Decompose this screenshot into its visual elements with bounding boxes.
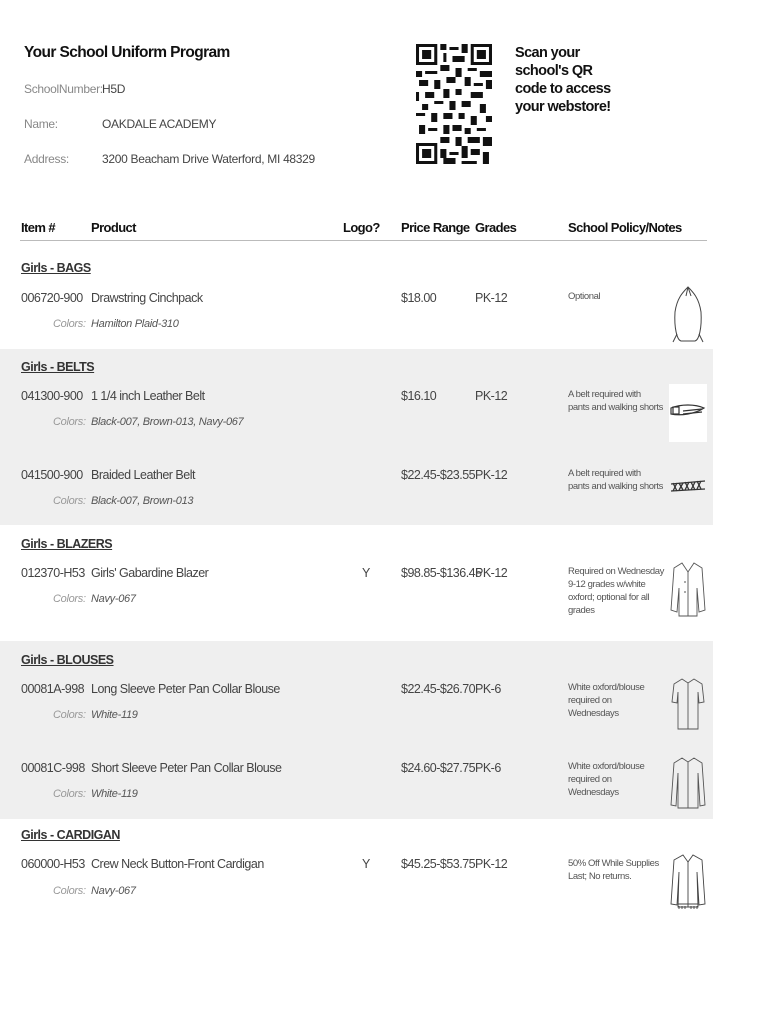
grades: PK-12: [475, 389, 508, 403]
name-value: OAKDALE ACADEMY: [102, 117, 217, 131]
logo-flag: Y: [362, 857, 370, 871]
colors-label: Colors:: [53, 495, 86, 507]
item-number: 012370-H53: [21, 566, 85, 580]
blazer-icon: [669, 560, 707, 618]
grades: PK-12: [475, 291, 508, 305]
colors-label: Colors:: [53, 885, 86, 897]
col-price: Price Range: [401, 220, 470, 235]
price-range: $24.60-$27.75: [401, 761, 476, 775]
price-range: $18.00: [401, 291, 437, 305]
braided-belt-icon: [669, 467, 707, 507]
item-number: 00081C-998: [21, 761, 85, 775]
price-range: $22.45-$23.55: [401, 468, 476, 482]
product-name: Crew Neck Button-Front Cardigan: [91, 857, 264, 871]
page-title: Your School Uniform Program: [24, 44, 230, 61]
policy-note: Optional: [568, 291, 601, 302]
category-heading: Girls - BAGS: [21, 261, 91, 275]
category-heading: Girls - BLOUSES: [21, 653, 114, 667]
qr-code-icon[interactable]: [416, 44, 492, 164]
header-divider: [20, 240, 707, 241]
colors-value: Navy-067: [91, 593, 136, 605]
colors-value: Black-007, Brown-013: [91, 495, 194, 507]
product-name: Girls' Gabardine Blazer: [91, 566, 209, 580]
colors-value: Navy-067: [91, 885, 136, 897]
address-label: Address:: [24, 152, 69, 166]
col-product: Product: [91, 220, 136, 235]
leather-belt-icon: [669, 384, 707, 442]
category-heading: Girls - BLAZERS: [21, 537, 113, 551]
item-number: 006720-900: [21, 291, 83, 305]
price-range: $98.85-$136.45: [401, 566, 482, 580]
colors-value: Black-007, Brown-013, Navy-067: [91, 416, 244, 428]
logo-flag: Y: [362, 566, 370, 580]
product-name: 1 1/4 inch Leather Belt: [91, 389, 205, 403]
category-heading: Girls - BELTS: [21, 360, 95, 374]
col-item: Item #: [21, 220, 55, 235]
category-heading: Girls - CARDIGAN: [21, 828, 120, 842]
item-number: 00081A-998: [21, 682, 85, 696]
blouse-icon: [669, 676, 707, 732]
policy-note: Required on Wednesday 9-12 grades w/white oxford; optional for all grades: [568, 566, 664, 616]
grades: PK-12: [475, 566, 508, 580]
school-number-label: SchoolNumber:: [24, 82, 103, 96]
product-name: Short Sleeve Peter Pan Collar Blouse: [91, 761, 282, 775]
cardigan-icon: [669, 852, 707, 910]
school-number-value: H5D: [102, 82, 126, 96]
product-name: Braided Leather Belt: [91, 468, 195, 482]
cinchpack-icon: [669, 284, 707, 344]
blouse-icon: [669, 755, 707, 811]
price-range: $22.45-$26.70: [401, 682, 476, 696]
grades: PK-12: [475, 857, 508, 871]
colors-value: Hamilton Plaid-310: [91, 318, 179, 330]
policy-note: White oxford/blouse required on Wednesdays: [568, 682, 645, 719]
col-grades: Grades: [475, 220, 517, 235]
colors-label: Colors:: [53, 318, 86, 330]
item-number: 041500-900: [21, 468, 83, 482]
colors-label: Colors:: [53, 709, 86, 721]
policy-note: A belt required with pants and walking shorts: [568, 389, 663, 413]
col-notes: School Policy/Notes: [568, 220, 682, 235]
policy-note: 50% Off While Supplies Last; No returns.: [568, 858, 659, 882]
qr-caption: Scan your school's QR code to access your webstore!: [515, 45, 611, 115]
colors-value: White-119: [91, 709, 138, 721]
address-value: 3200 Beacham Drive Waterford, MI 48329: [102, 152, 315, 166]
grades: PK-6: [475, 761, 501, 775]
grades: PK-6: [475, 682, 501, 696]
item-number: 041300-900: [21, 389, 83, 403]
price-range: $45.25-$53.75: [401, 857, 476, 871]
colors-label: Colors:: [53, 788, 86, 800]
col-logo: Logo?: [343, 220, 380, 235]
colors-label: Colors:: [53, 416, 86, 428]
policy-note: White oxford/blouse required on Wednesdays: [568, 761, 645, 798]
product-name: Drawstring Cinchpack: [91, 291, 203, 305]
policy-note: A belt required with pants and walking shorts: [568, 468, 663, 492]
product-name: Long Sleeve Peter Pan Collar Blouse: [91, 682, 280, 696]
grades: PK-12: [475, 468, 508, 482]
colors-value: White-119: [91, 788, 138, 800]
item-number: 060000-H53: [21, 857, 85, 871]
name-label: Name:: [24, 117, 58, 131]
colors-label: Colors:: [53, 593, 86, 605]
price-range: $16.10: [401, 389, 437, 403]
